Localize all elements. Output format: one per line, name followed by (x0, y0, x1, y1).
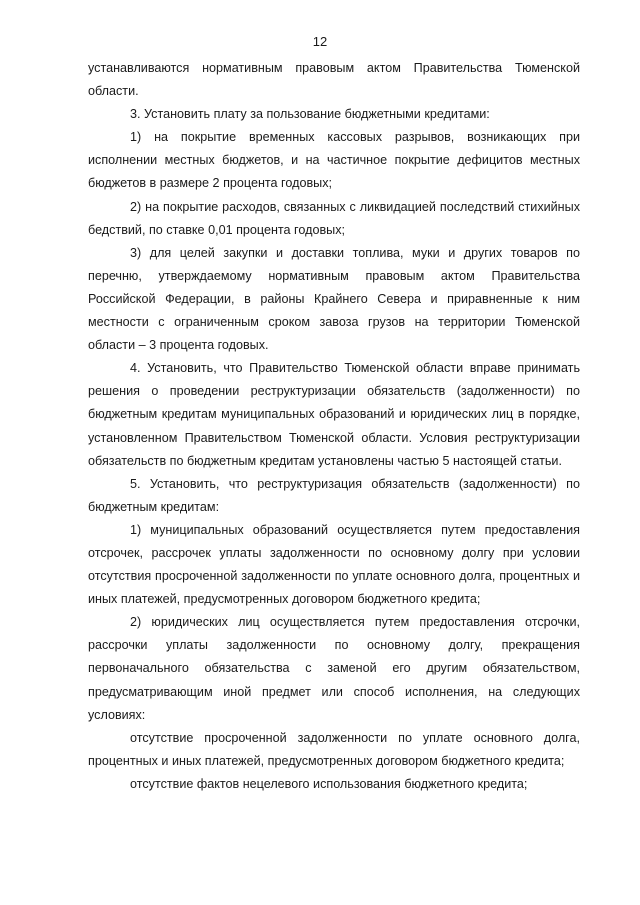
paragraph: отсутствие просроченной задолженности по уплате основного долга, процентных и иных платежей, предусмотренных договором бюджетного кредита; (88, 730, 580, 768)
paragraph: отсутствие фактов нецелевого использования бюджетного кредита; (130, 776, 528, 791)
page-number: 12 (312, 34, 328, 49)
paragraph: 3) для целей закупки и доставки топлива, муки и других товаров по перечню, утверждаемому нормативным правовым актом Правительства Российской Федерации, в районы Крайнего Севера и приравненные к ним местности с ограниченным сроком завоза грузов на территории Тюменской области – 3 процента годовых. (88, 245, 580, 353)
document-body (88, 57, 580, 796)
paragraph: 2) на покрытие расходов, связанных с ликвидацией последствий стихийных бедствий, по ставке 0,01 процента годовых; (88, 199, 580, 237)
paragraph: 5. Установить, что реструктуризация обязательств (задолженности) по бюджетным кредитам: (88, 476, 580, 514)
paragraph: устанавливаются нормативным правовым актом Правительства Тюменской области. (88, 61, 580, 99)
paragraph: 4. Установить, что Правительство Тюменской области вправе принимать решения о проведении реструктуризации обязательств (задолженности) по бюджетным кредитам муниципальных образований и юридических лиц в порядке, установленном Правительством Тюменской области. Условия реструктуризации обязательств по бюджетным кредитам установлены частью 5 настоящей статьи. (88, 361, 580, 468)
paragraph: 1) на покрытие временных кассовых разрывов, возникающих при исполнении местных бюджетов, и на частичное покрытие дефицитов местных бюджетов в размере 2 процента годовых; (88, 130, 580, 191)
paragraph: 3. Установить плату за пользование бюджетными кредитами: (130, 107, 490, 122)
paragraph: 2) юридических лиц осуществляется путем предоставления отсрочки, рассрочки уплаты задолженности по основному долгу, прекращения первоначального обязательства с заменой его другим обязательством, предусматривающим иной предмет или способ исполнения, на следующих условиях: (88, 615, 580, 722)
paragraph: 1) муниципальных образований осуществляется путем предоставления отсрочек, рассрочек уплаты задолженности по основному долгу при условии отсутствия просроченной задолженности по уплате основного долга, процентных и иных платежей, предусмотренных договором бюджетного кредита; (88, 522, 580, 607)
